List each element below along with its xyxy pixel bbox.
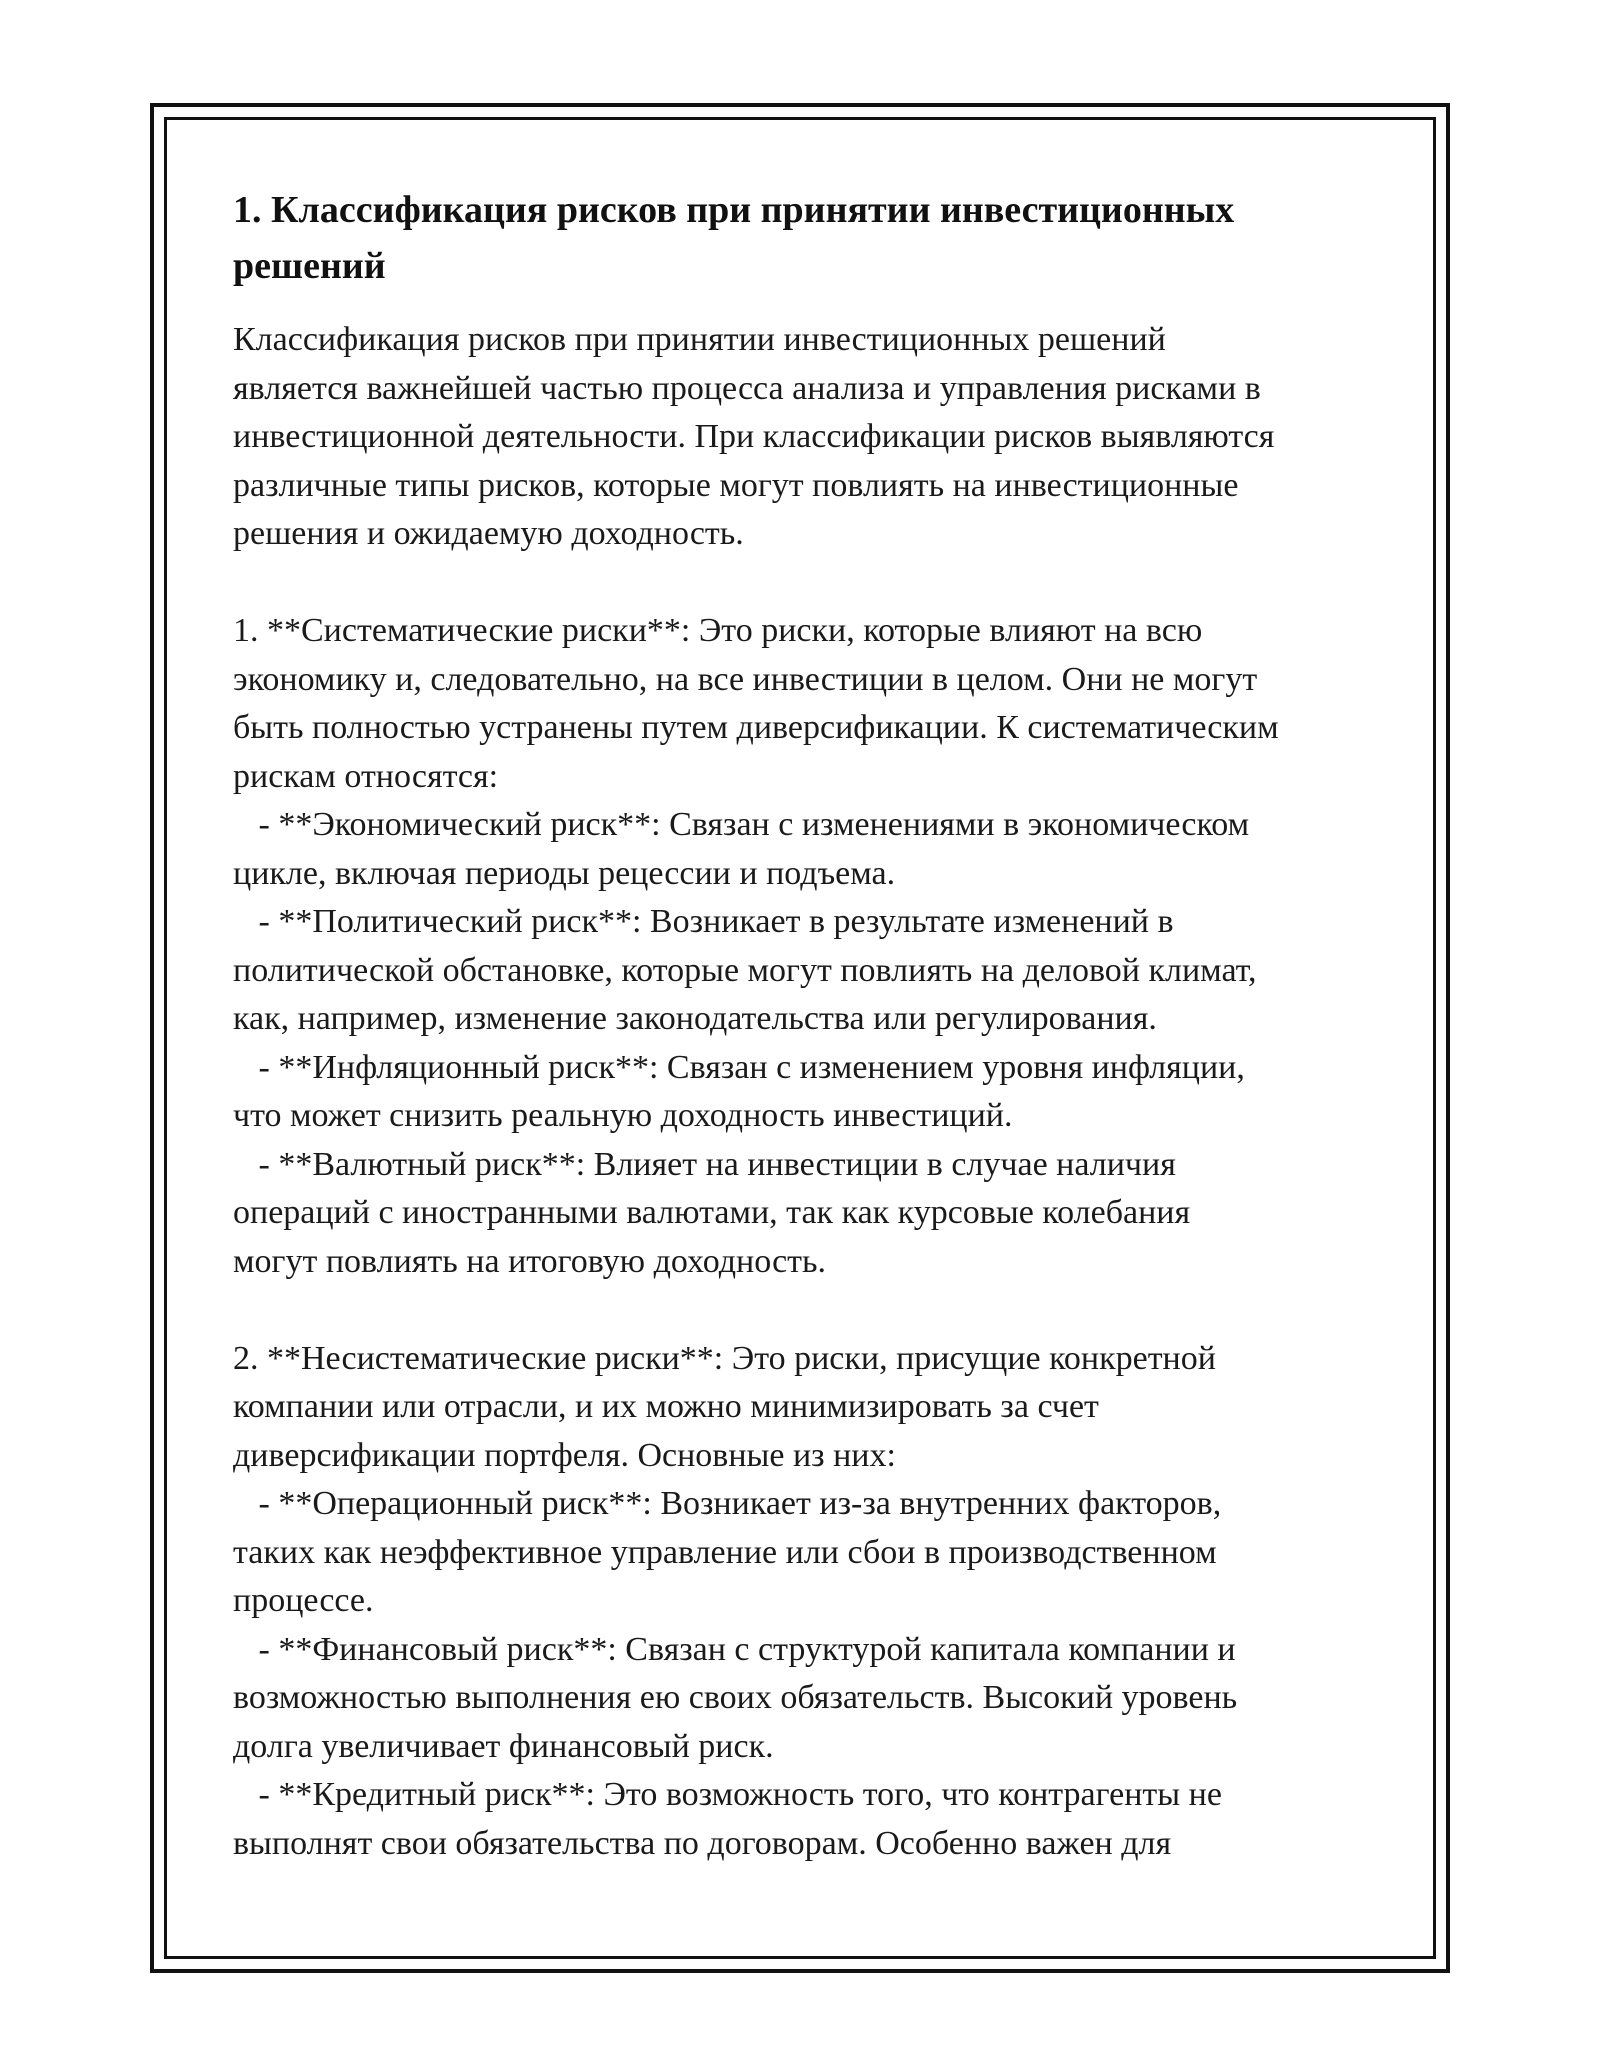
text-line: выполнят свои обязательства по договорам. Особенно важен для: [233, 1824, 1172, 1862]
text-line: - **Валютный риск**: Влияет на инвестиции в случае наличия: [233, 1145, 1176, 1183]
text-line: - **Инфляционный риск**: Связан с изменением уровня инфляции,: [233, 1048, 1245, 1086]
heading-line-1: 1. Классификация рисков при принятии инвестиционных: [233, 189, 1235, 231]
intro-paragraph: [233, 316, 1393, 559]
text-line: инвестиционной деятельности. При классификации рисков выявляются: [233, 418, 1275, 455]
text-line: различные типы рисков, которые могут повлиять на инвестиционные: [233, 466, 1239, 504]
text-line: рискам относятся:: [233, 757, 499, 795]
text-line: как, например, изменение законодательства или регулирования.: [233, 1000, 1157, 1037]
text-line: экономику и, следовательно, на все инвестиции в целом. Они не могут: [233, 660, 1258, 698]
text-line: - **Экономический риск**: Связан с изменениями в экономическом: [233, 806, 1250, 843]
text-line: - **Кредитный риск**: Это возможность того, что контрагенты не: [233, 1776, 1222, 1813]
text-line: решения и ожидаемую доходность.: [233, 515, 744, 552]
text-line: - **Политический риск**: Возникает в результате изменений в: [233, 903, 1174, 940]
text-line: - **Операционный риск**: Возникает из-за внутренних факторов,: [233, 1485, 1222, 1522]
text-line: цикле, включая периоды рецессии и подъема.: [233, 854, 896, 892]
text-line: компании или отрасли, и их можно минимизировать за счет: [233, 1388, 1099, 1425]
text-line: 2. **Несистематические риски**: Это риски, присущие конкретной: [233, 1339, 1216, 1377]
text-line: является важнейшей частью процесса анализа и управления рисками в: [233, 369, 1261, 407]
paragraph-gap: [233, 1286, 1393, 1335]
paragraph-gap: [233, 559, 1393, 608]
text-line: что может снизить реальную доходность инвестиций.: [233, 1097, 1013, 1134]
text-line: таких как неэффективное управление или сбои в производственном: [233, 1533, 1217, 1571]
heading-line-2: решений: [233, 245, 386, 287]
section-heading: [233, 182, 1393, 294]
text-line: - **Финансовый риск**: Связан с структурой капитала компании и: [233, 1630, 1236, 1668]
document-body: [233, 182, 1393, 1868]
text-line: могут повлиять на итоговую доходность.: [233, 1242, 827, 1280]
text-line: политической обстановке, которые могут повлиять на деловой климат,: [233, 951, 1257, 989]
unsystematic-risks-section: [233, 1335, 1393, 1869]
text-line: 1. **Систематические риски**: Это риски, которые влияют на всю: [233, 612, 1203, 649]
text-line: диверсификации портфеля. Основные из них:: [233, 1436, 896, 1474]
text-line: Классификация рисков при принятии инвестиционных решений: [233, 321, 1166, 358]
text-line: операций с иностранными валютами, так как курсовые колебания: [233, 1194, 1191, 1231]
systematic-risks-section: [233, 607, 1393, 1286]
text-line: процессе.: [233, 1582, 374, 1619]
text-line: быть полностью устранены путем диверсификации. К систематическим: [233, 709, 1279, 746]
text-line: возможностью выполнения ею своих обязательств. Высокий уровень: [233, 1679, 1238, 1716]
text-line: долга увеличивает финансовый риск.: [233, 1727, 774, 1765]
